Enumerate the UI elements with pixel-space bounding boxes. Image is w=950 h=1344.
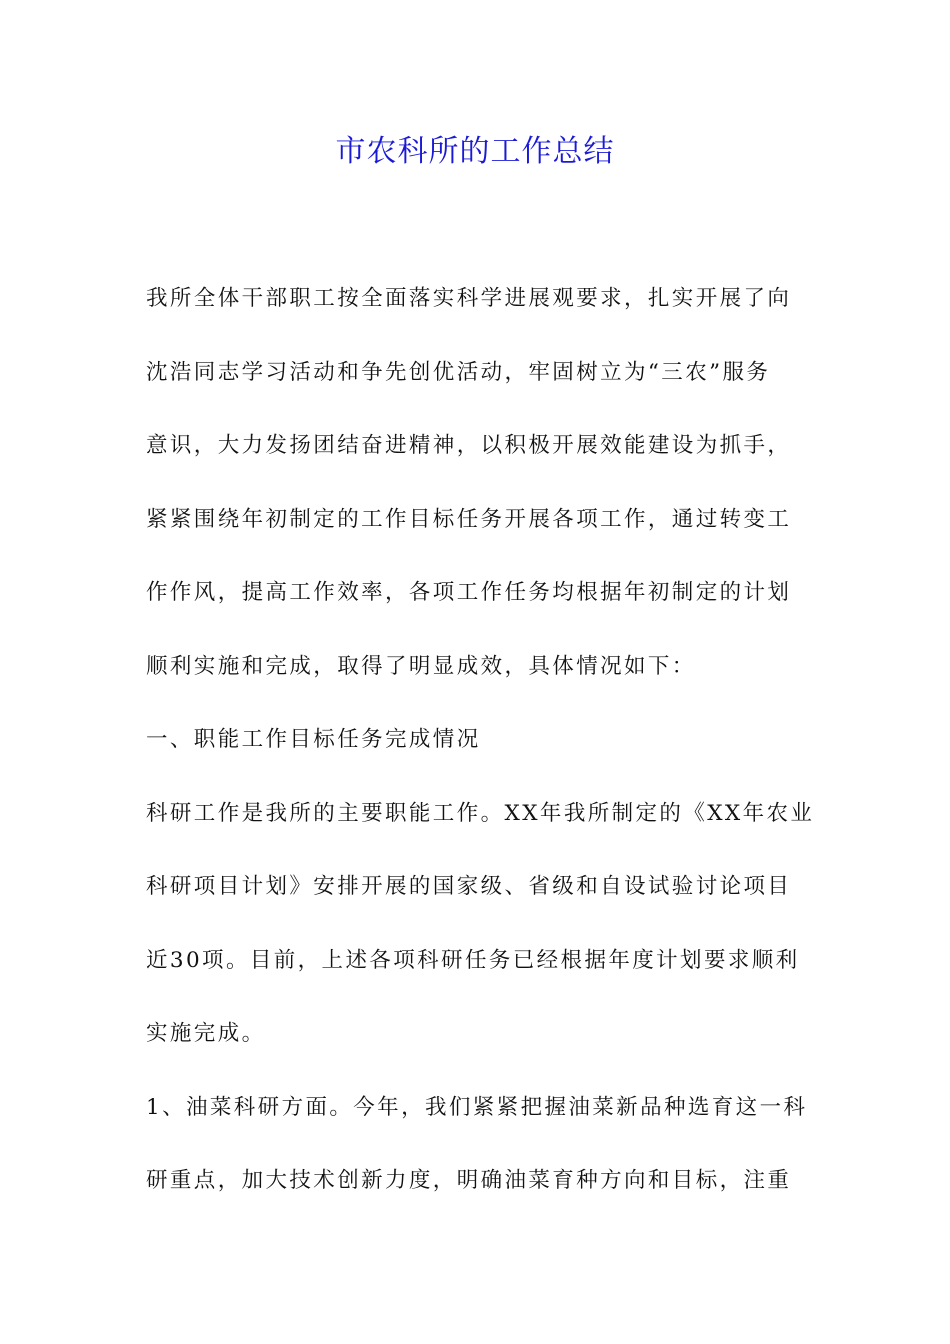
body-line: 科研工作是我所的主要职能工作。XX年我所制定的《XX年农业 bbox=[146, 800, 815, 826]
body-line: 我所全体干部职工按全面落实科学进展观要求，扎实开展了向 bbox=[146, 286, 792, 311]
body-line: 实施完成。 bbox=[146, 1021, 266, 1046]
body-line: 研重点，加大技术创新力度，明确油菜育种方向和目标，注重 bbox=[146, 1168, 792, 1193]
section-heading: 一、职能工作目标任务完成情况 bbox=[146, 727, 481, 752]
document-title: 市农科所的工作总结 bbox=[335, 134, 615, 169]
body-line: 意识，大力发扬团结奋进精神，以积极开展效能建设为抓手， bbox=[146, 433, 792, 458]
body-line: 顺利实施和完成，取得了明显成效，具体情况如下： bbox=[146, 653, 696, 679]
body-line: 紧紧围绕年初制定的工作目标任务开展各项工作，通过转变工 bbox=[146, 506, 792, 532]
body-line: 1、油菜科研方面。今年，我们紧紧把握油菜新品种选育这一科 bbox=[146, 1094, 808, 1120]
body-line: 科研项目计划》安排开展的国家级、省级和自设试验讨论项目 bbox=[146, 874, 792, 899]
document-body bbox=[146, 262, 815, 1218]
body-line: 作作风，提高工作效率，各项工作任务均根据年初制定的计划 bbox=[146, 580, 792, 605]
body-line: 近30项。目前，上述各项科研任务已经根据年度计划要求顺利 bbox=[146, 947, 800, 973]
body-line: 沈浩同志学习活动和争先创优活动，牢固树立为“三农”服务 bbox=[146, 359, 771, 385]
